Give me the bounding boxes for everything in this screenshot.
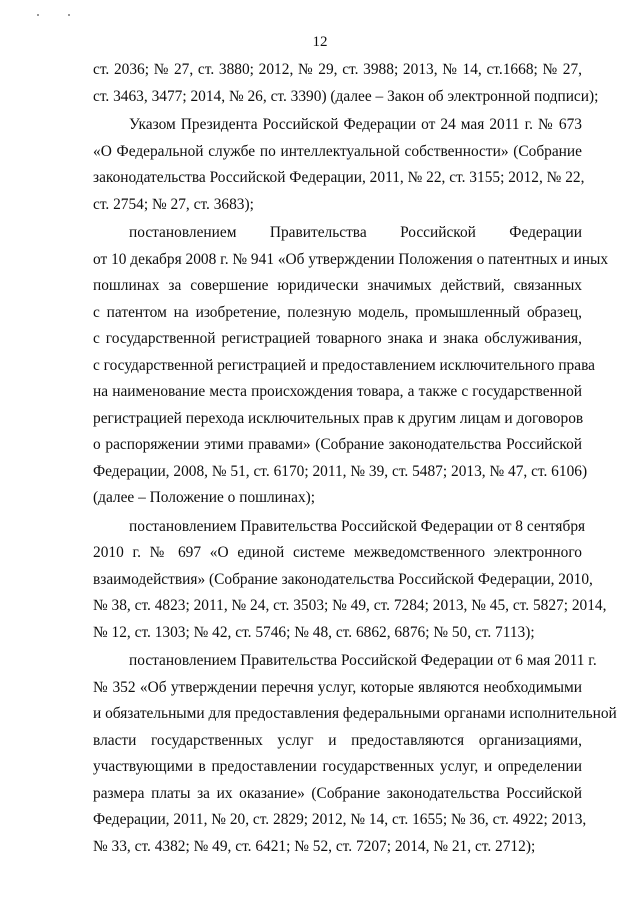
- text-line: постановлением Правительства Российской Федерации: [129, 224, 582, 241]
- text-line: Федерации, 2008, № 51, ст. 6170; 2011, № 39, ст. 5487; 2013, № 47, ст. 6106): [93, 462, 588, 480]
- text-line: с государственной регистрацией и предоставлением исключительного права: [93, 356, 595, 374]
- text-line: (далее – Положение о пошлинах);: [93, 489, 316, 506]
- scan-speck: [37, 14, 39, 16]
- text-line: № 38, ст. 4823; 2011, № 24, ст. 3503; № 49, ст. 7284; 2013, № 45, ст. 5827; 2014,: [93, 597, 607, 614]
- text-line: ст. 3463, 3477; 2014, № 26, ст. 3390) (далее – Закон об электронной подписи);: [93, 87, 599, 105]
- text-line: № 12, ст. 1303; № 42, ст. 5746; № 48, ст. 6862, 6876; № 50, ст. 7113);: [93, 623, 535, 641]
- text-line: о распоряжении этими правами» (Собрание законодательства Российской: [93, 436, 582, 453]
- text-line: с патентом на изобретение, полезную модель, промышленный образец,: [93, 303, 582, 321]
- text-line: на наименование места происхождения товара, а также с государственной: [93, 383, 582, 400]
- text-line: постановлением Правительства Российской Федерации от 6 мая 2011 г.: [129, 652, 597, 669]
- scan-speck: [68, 14, 70, 16]
- paragraph-law-citation-continuation: [93, 57, 599, 110]
- text-line: власти государственных услуг и предоставляются организациями,: [93, 731, 582, 749]
- text-line: размера платы за их оказание» (Собрание законодательства Российской: [93, 784, 582, 802]
- paragraph-government-resolution-697: [93, 514, 607, 647]
- paragraph-government-resolution-352: [93, 648, 617, 860]
- text-line: пошлинах за совершение юридически значимых действий, связанных: [93, 277, 582, 294]
- text-line: № 352 «Об утверждении перечня услуг, которые являются необходимыми: [93, 678, 582, 696]
- document-body: [93, 57, 617, 862]
- text-line: взаимодействия» (Собрание законодательства Российской Федерации, 2010,: [93, 570, 593, 588]
- text-line: законодательства Российской Федерации, 2011, № 22, ст. 3155; 2012, № 22,: [93, 169, 585, 186]
- text-line: 2010 г. № 697 «О единой системе межведомственного электронного: [93, 544, 582, 561]
- text-line: постановлением Правительства Российской Федерации от 8 сентября: [129, 517, 586, 535]
- text-line: ст. 2754; № 27, ст. 3683);: [93, 195, 254, 213]
- text-line: с государственной регистрацией товарного знака и знака обслуживания,: [93, 330, 582, 347]
- text-line: «О Федеральной службе по интеллектуальной собственности» (Собрание: [93, 142, 582, 160]
- text-line: и обязательными для предоставления федеральными органами исполнительной: [93, 705, 617, 722]
- text-line: № 33, ст. 4382; № 49, ст. 6421; № 52, ст. 7207; 2014, № 21, ст. 2712);: [93, 837, 536, 855]
- text-line: от 10 декабря 2008 г. № 941 «Об утверждении Положения о патентных и иных: [93, 250, 609, 268]
- text-line: регистрацией перехода исключительных прав к другим лицам и договоров: [93, 409, 584, 427]
- text-line: Федерации, 2011, № 20, ст. 2829; 2012, № 14, ст. 1655; № 36, ст. 4922; 2013,: [93, 811, 587, 828]
- paragraph-government-resolution-941: [93, 220, 609, 512]
- text-line: ст. 2036; № 27, ст. 3880; 2012, № 29, ст. 3988; 2013, № 14, ст.1668; № 27,: [93, 61, 582, 78]
- paragraph-presidential-decree: [93, 112, 585, 218]
- page-number: 12: [312, 34, 328, 50]
- text-line: участвующими в предоставлении государственных услуг, и определении: [93, 758, 582, 775]
- text-line: Указом Президента Российской Федерации от 24 мая 2011 г. № 673: [129, 116, 582, 133]
